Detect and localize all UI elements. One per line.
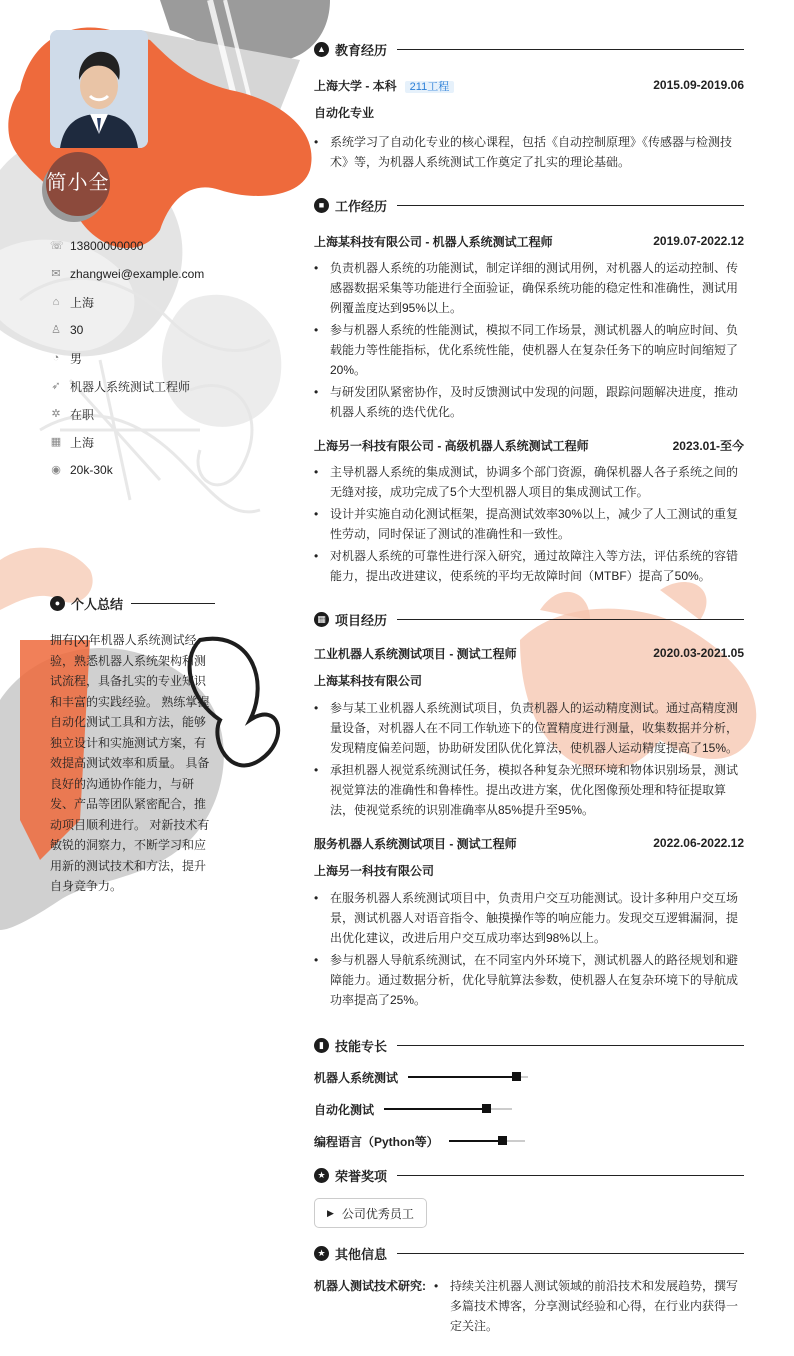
divider (397, 1045, 744, 1046)
contact-list (50, 232, 204, 484)
work-heading: ■ 工作经历 (314, 194, 744, 216)
list-item: • 与研发团队紧密协作，及时反馈测试中发现的问题，跟踪问题解决进度，推动机器人系统的迭代优化。 (314, 382, 744, 422)
award-badge: ▶ 公司优秀员工 (314, 1198, 427, 1228)
other-heading: ★ 其他信息 (314, 1242, 744, 1264)
list-item: • 参与某工业机器人系统测试项目，负责机器人的运动精度测试。通过高精度测量设备，对机器人在不同工作轨迹下的位置精度进行测量，收集数据并分析，发现精度偏差问题，协助研发团队优化算法，使机器人运动精度提高了15%。 (314, 698, 744, 758)
salary-icon: ◉ (51, 464, 61, 476)
contact-phone: ☏ 13800000000 (50, 239, 144, 253)
play-icon: ▶ (327, 1207, 334, 1218)
list-item: • 持续关注机器人测试领域的前沿技术和发展趋势，撰写多篇技术博客，分享测试经验和心得，在行业内获得一定关注。 (434, 1276, 744, 1336)
contact-age: ♙ 30 (51, 323, 84, 337)
contact-location: ⌂ 上海 (50, 288, 204, 316)
skill-bar-fill (449, 1140, 502, 1142)
list-item: • 承担机器人视觉系统测试任务，模拟各种复杂光照环境和物体识别场景，测试视觉算法的准确性和鲁棒性。提出改进方案，优化图像预处理和特征提取算法，使视觉系统的识别准确率从85%提升至95%。 (314, 760, 744, 820)
divider (397, 49, 744, 50)
other-bullets (434, 1276, 744, 1338)
skill-bar (449, 1140, 525, 1142)
divider (131, 603, 215, 604)
project-bullets (314, 888, 744, 1010)
skill-item: 自动化测试 (314, 1098, 512, 1120)
bar-chart-icon: ▮ (314, 1038, 329, 1053)
gender-icon: ◔ (52, 352, 60, 364)
skill-bar (408, 1076, 528, 1078)
skill-bar-knob (498, 1136, 507, 1145)
divider (397, 1253, 744, 1254)
divider (397, 619, 744, 620)
list-item: • 主导机器人系统的集成测试，协调多个部门资源，确保机器人各子系统之间的无缝对接，成功完成了5个大型机器人项目的集成测试工作。 (314, 462, 744, 502)
skill-bar (384, 1108, 512, 1110)
contact-status: ✲ 在职 (51, 407, 95, 422)
honors-heading: ★ 荣誉奖项 (314, 1164, 744, 1186)
project-entry-head: 服务机器人系统测试项目 - 测试工程师 2022.06-2022.12 (314, 836, 744, 851)
graduation-cap-icon: ▲ (314, 42, 329, 57)
work-entry-head: 上海另一科技有限公司 - 高级机器人系统测试工程师 2023.01-至今 (314, 438, 744, 453)
divider (397, 205, 744, 206)
major: 自动化专业 (314, 106, 375, 120)
other-row (314, 1276, 744, 1338)
city-icon: ▦ (50, 436, 62, 448)
education-bullets (314, 132, 744, 172)
skill-bar-knob (482, 1104, 491, 1113)
contact-city: ▦ 上海 (50, 435, 95, 450)
phone-icon: ☏ (50, 240, 64, 252)
work-entry-head: 上海某科技有限公司 - 机器人系统测试工程师 2019.07-2022.12 (314, 234, 744, 249)
info-icon: ★ (314, 1246, 329, 1261)
contact-job: ➶ 机器人系统测试工程师 (51, 379, 191, 394)
briefcase-icon: ■ (314, 198, 329, 213)
school-tag: 211工程 (405, 81, 455, 93)
other-label: 机器人测试技术研究: (314, 1279, 426, 1293)
grid-icon: ▦ (314, 612, 329, 627)
project-company: 上海某科技有限公司 (314, 674, 423, 688)
skill-bar-fill (384, 1108, 486, 1110)
email-icon: ✉ (51, 268, 61, 280)
project-entry-head: 工业机器人系统测试项目 - 测试工程师 2020.03-2021.05 (314, 646, 744, 661)
skill-bar-knob (512, 1072, 521, 1081)
user-icon: ● (50, 596, 65, 611)
work-bullets (314, 462, 744, 586)
projects-heading: ▦ 项目经历 (314, 608, 744, 630)
contact-salary: ◉ 20k-30k (51, 463, 113, 477)
skill-item: 机器人系统测试 (314, 1066, 528, 1088)
skill-list (314, 1066, 744, 1162)
award-icon: ★ (314, 1168, 329, 1183)
list-item: • 参与机器人系统的性能测试，模拟不同工作场景，测试机器人的响应时间、负载能力等性能指标，优化系统性能，使机器人在复杂任务下的响应时间缩短了20%。 (314, 320, 744, 380)
contact-gender: ◔ 男 (50, 344, 204, 372)
contact-email[interactable]: ✉ zhangwei@example.com (51, 267, 205, 281)
list-item: • 对机器人系统的可靠性进行深入研究，通过故障注入等方法，评估系统的容错能力，提出改进建议，使系统的平均无故障时间（MTBF）提高了50%。 (314, 546, 744, 586)
profile-photo (50, 30, 148, 148)
right-column (314, 38, 744, 1338)
list-item: • 参与机器人导航系统测试，在不同室内外环境下，测试机器人的路径规划和避障能力。通过数据分析，优化导航算法参数，使机器人在复杂环境下的导航成功率提高了25%。 (314, 950, 744, 1010)
summary-heading: ● 个人总结 (50, 594, 215, 613)
skill-item: 编程语言（Python等） (314, 1130, 525, 1152)
project-company: 上海另一科技有限公司 (314, 864, 435, 878)
skills-heading: ▮ 技能专长 (314, 1034, 744, 1056)
list-item: • 负责机器人系统的功能测试，制定详细的测试用例，对机器人的运动控制、传感器数据采集等功能进行全面验证，确保系统功能的稳定性和准确性，测试用例覆盖度达到95%以上。 (314, 258, 744, 318)
summary-text: 拥有[X]年机器人系统测试经验，熟悉机器人系统架构和测试流程，具备扎实的专业知识和丰富的实践经验。 熟练掌握自动化测试工具和方法，能够独立设计和实施测试方案，有效提高测试效率和质量。 具备良好的沟通协作能力，与研发、产品等团队紧密配合，推动项目顺利进行。 对新技术有敏锐的洞察力，不断学习和应用新的测试技术和方法，提升自身竞争力。 (50, 633, 210, 893)
skill-bar-fill (408, 1076, 516, 1078)
list-item: • 设计并实施自动化测试框架，提高测试效率30%以上，减少了人工测试的重复性劳动，同时保证了测试的准确性和一致性。 (314, 504, 744, 544)
education-heading: ▲ 教育经历 (314, 38, 744, 60)
list-item: • 在服务机器人系统测试项目中，负责用户交互功能测试。设计多种用户交互场景，测试机器人对语音指令、触摸操作等的响应能力。发现交互逻辑漏洞，提出优化建议，改进后用户交互成功率达到98%以上。 (314, 888, 744, 948)
status-icon: ✲ (51, 408, 61, 420)
project-bullets (314, 698, 744, 820)
divider (397, 1175, 744, 1176)
school-name: 上海大学 - 本科 (314, 78, 397, 93)
home-icon: ⌂ (52, 296, 60, 308)
age-icon: ♙ (51, 324, 61, 336)
education-date: 2015.09-2019.06 (653, 78, 744, 92)
education-entry-head (314, 74, 744, 96)
work-bullets (314, 258, 744, 422)
candidate-name: 简小全 (46, 172, 110, 194)
job-icon: ➶ (51, 380, 61, 392)
left-column (0, 0, 260, 1356)
avatar-icon (50, 30, 148, 148)
list-item: • 系统学习了自动化专业的核心课程，包括《自动控制原理》《传感器与检测技术》等，为机器人系统测试工作奠定了扎实的理论基础。 (314, 132, 744, 172)
